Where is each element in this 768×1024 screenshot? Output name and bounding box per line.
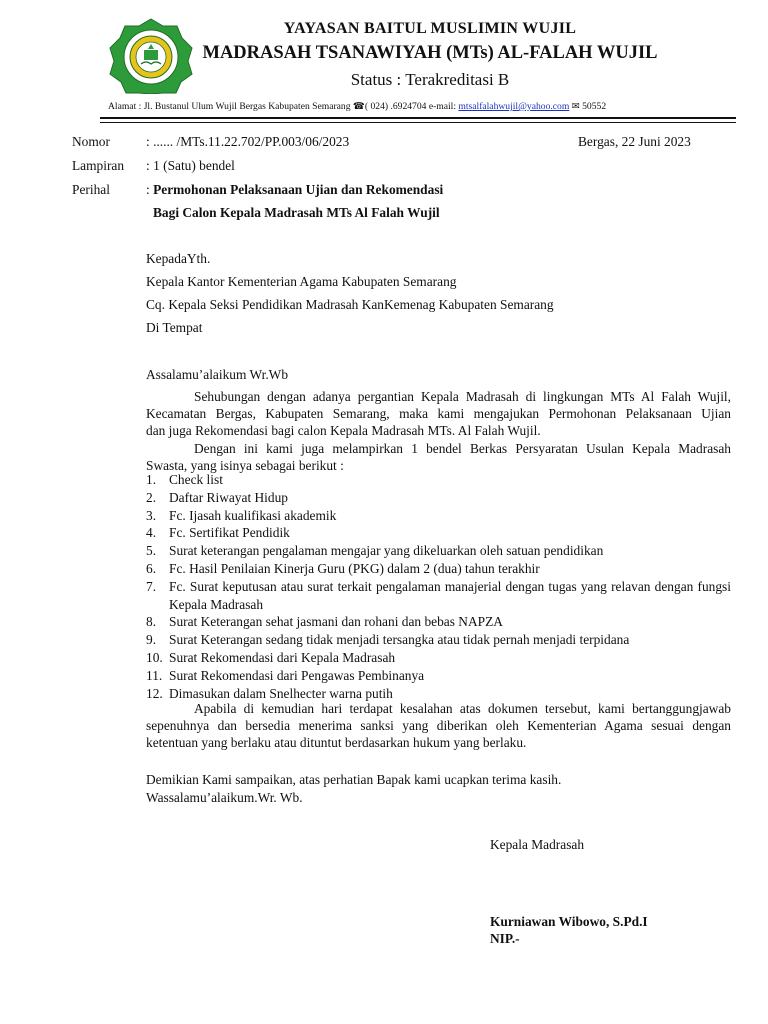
- list-item-number: 2.: [146, 489, 157, 505]
- list-item: [146, 524, 731, 542]
- postal-code: ✉ 50552: [569, 101, 607, 112]
- paragraph-1-line-2: Kecamatan Bergas, Kabupaten Semarang, maka kami mengajukan Permohonan Pelaksanaan Ujian: [146, 406, 731, 421]
- perihal-line-2: Bagi Calon Kepala Madrasah MTs Al Falah Wujil: [153, 205, 440, 220]
- recipient-place: Di Tempat: [146, 320, 203, 335]
- attachment-list: [146, 471, 731, 702]
- closing-thanks: Demikian Kami sampaikan, atas perhatian Bapak kami ucapkan terima kasih.: [146, 772, 562, 787]
- list-item-number: 4.: [146, 525, 157, 541]
- list-item-number: 1.: [146, 472, 157, 487]
- list-item-text: Dimasukan dalam Snelhecter warna putih: [169, 685, 393, 701]
- list-item: [146, 613, 731, 631]
- list-item-number: 12.: [146, 685, 163, 701]
- signature-title: Kepala Madrasah: [490, 837, 585, 852]
- list-item-text: Surat Rekomendasi dari Pengawas Pembinanya: [169, 667, 425, 683]
- list-item: [146, 631, 731, 649]
- list-item-text: Fc. Ijasah kualifikasi akademik: [169, 507, 337, 523]
- list-item-text: Surat keterangan pengalaman mengajar yang dikeluarkan oleh satuan pendidikan: [169, 543, 604, 559]
- paragraph-2-line-1: Dengan ini kami juga melampirkan 1 bendel Berkas Persyaratan Usulan Kepala Madrasah: [194, 441, 731, 456]
- perihal-label: Perihal: [72, 182, 110, 197]
- list-item-text: Surat Keterangan sedang tidak menjadi tersangka atau tidak pernah menjadi terpidana: [169, 632, 630, 648]
- place-date: Bergas, 22 Juni 2023: [578, 134, 691, 149]
- madrasah-logo: [108, 18, 194, 94]
- perihal-value: [146, 181, 443, 198]
- list-item-text: Fc. Hasil Penilaian Kinerja Guru (PKG) dalam 2 (dua) tahun terakhir: [169, 560, 540, 576]
- list-item: [146, 489, 731, 507]
- paragraph-1-line-3: dan juga Rekomendasi bagi calon Kepala Madrasah MTs. Al Falah Wujil.: [146, 423, 541, 438]
- list-item: [146, 649, 731, 667]
- list-item-text: Daftar Riwayat Hidup: [169, 489, 288, 505]
- list-item: [146, 471, 731, 489]
- school-address: [108, 101, 606, 112]
- letterhead-rule-thick: [100, 117, 736, 119]
- lampiran-value: : 1 (Satu) bendel: [146, 158, 235, 173]
- paragraph-1: [146, 388, 731, 439]
- list-item-text: Check list: [169, 472, 223, 487]
- list-item: [146, 507, 731, 525]
- list-item-number: 9.: [146, 632, 157, 648]
- list-item-number: 5.: [146, 543, 157, 559]
- paragraph-3: [146, 700, 731, 751]
- lampiran-label: Lampiran: [72, 158, 125, 173]
- email-link[interactable]: mtsalfalahwujil@yahoo.com: [458, 101, 570, 112]
- list-item: [146, 542, 731, 560]
- list-item-text: Surat Rekomendasi dari Kepala Madrasah: [169, 649, 396, 665]
- perihal-colon: :: [146, 182, 154, 197]
- list-item-text: Fc. Sertifikat Pendidik: [169, 525, 290, 541]
- letterhead-rule-thin: [100, 122, 736, 123]
- recipient-salutation: KepadaYth.: [146, 251, 211, 266]
- list-item-number: 8.: [146, 614, 157, 630]
- list-item-number: 3.: [146, 507, 157, 523]
- list-item-number: 6.: [146, 560, 157, 576]
- signature-name: Kurniawan Wibowo, S.Pd.I: [490, 914, 648, 929]
- list-item-number: 11.: [146, 667, 163, 683]
- list-item: [146, 578, 731, 614]
- list-item-text: Surat Keterangan sehat jasmani dan rohani dan bebas NAPZA: [169, 614, 503, 630]
- list-item: [146, 667, 731, 685]
- list-item-number: 10.: [146, 649, 163, 665]
- list-item: [146, 560, 731, 578]
- recipient-office: Kepala Kantor Kementerian Agama Kabupaten Semarang: [146, 274, 457, 289]
- accreditation-status: Status : Terakreditasi B: [350, 70, 510, 89]
- recipient-attention: Cq. Kepala Seksi Pendidikan Madrasah KanKemenag Kabupaten Semarang: [146, 297, 554, 312]
- school-name: MADRASAH TSANAWIYAH (MTs) AL-FALAH WUJIL: [202, 43, 658, 63]
- perihal-line-1: Permohonan Pelaksanaan Ujian dan Rekomendasi: [153, 182, 444, 197]
- list-item-text: Fc. Surat keputusan atau surat terkait pengalaman manajerial dengan tugas yang relavan dengan fungsi Kepala Madrasah: [169, 578, 731, 612]
- paragraph-3-line-2: sepenuhnya dan bersedia menerima sanksi yang diberikan oleh Kementerian Agama sesuai dengan: [146, 718, 731, 733]
- paragraph-2: [146, 440, 731, 474]
- paragraph-2-line-2: Swasta, yang isinya sebagai berikut :: [146, 458, 344, 473]
- foundation-name: YAYASAN BAITUL MUSLIMIN WUJIL: [283, 20, 577, 37]
- paragraph-3-line-3: ketentuan yang berlaku atau dituntut berdasarkan hukum yang berlaku.: [146, 735, 527, 750]
- closing-salam: Wassalamu’alaikum.Wr. Wb.: [146, 790, 303, 805]
- nomor-value: : ...... /MTs.11.22.702/PP.003/06/2023: [146, 134, 350, 149]
- paragraph-3-line-1: Apabila di kemudian hari terdapat kesalahan atas dokumen tersebut, kami bertanggungjawab: [194, 701, 731, 716]
- signature-nip: NIP.-: [490, 931, 520, 946]
- list-item-number: 7.: [146, 578, 157, 594]
- nomor-label: Nomor: [72, 134, 110, 149]
- paragraph-1-line-1: Sehubungan dengan adanya pergantian Kepala Madrasah di lingkungan MTs Al Falah Wujil,: [194, 389, 731, 404]
- greeting: Assalamu’alaikum Wr.Wb: [146, 367, 289, 382]
- address-text: Alamat : Jl. Bustanul Ulum Wujil Bergas Kabupaten Semarang ☎( 024) .6924704 e-mail:: [108, 101, 459, 112]
